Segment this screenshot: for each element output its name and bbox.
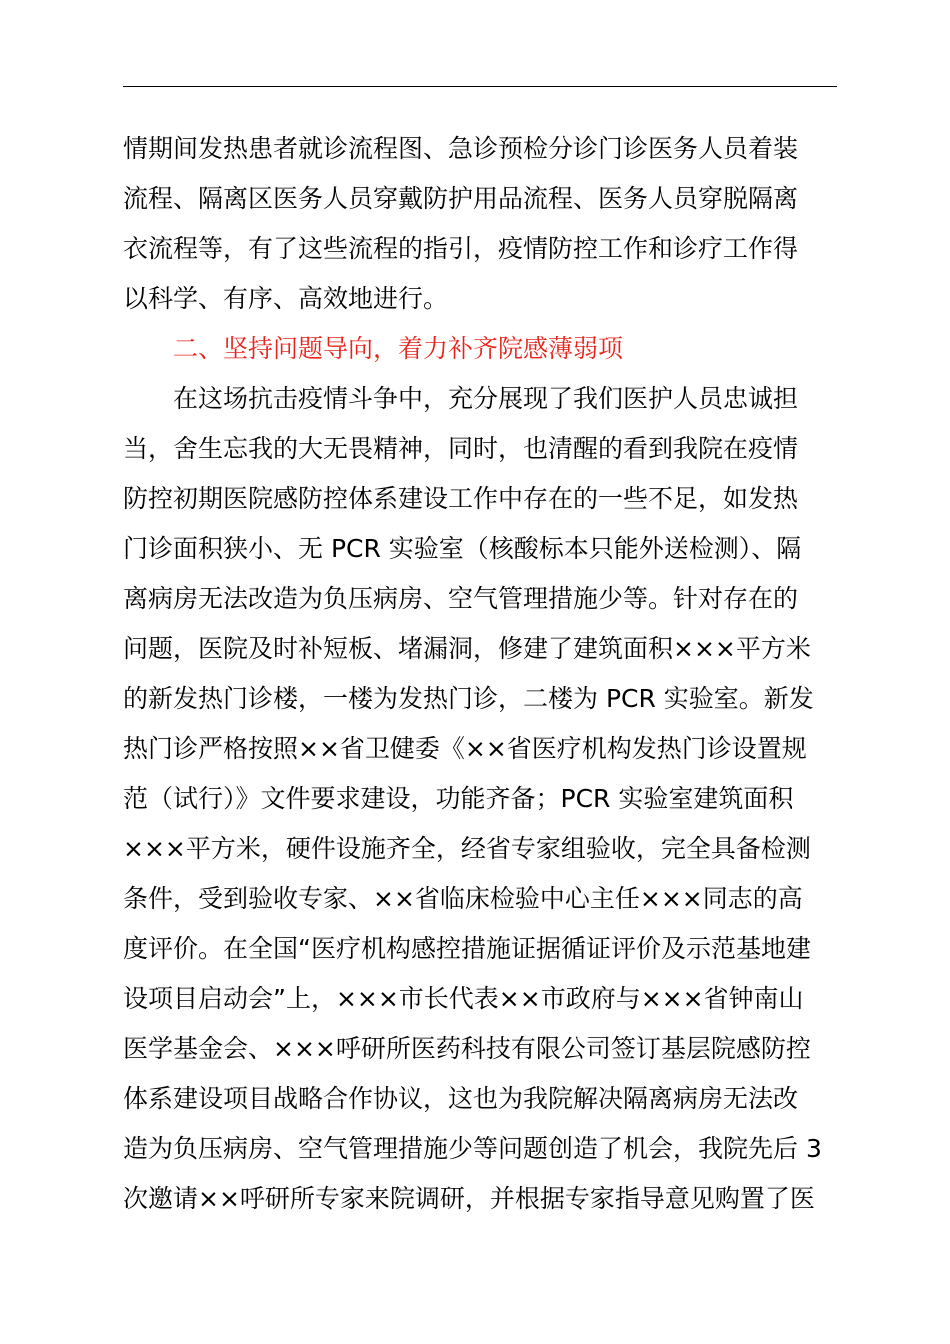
text-line: 在这场抗击疫情斗争中，充分展现了我们医护人员忠诚担 bbox=[173, 384, 799, 413]
text-line: 防控初期医院感防控体系建设工作中存在的一些不足，如发热 bbox=[123, 484, 799, 513]
document-body bbox=[123, 124, 843, 1224]
text-line: 以科学、有序、高效地进行。 bbox=[123, 284, 449, 313]
header-rule bbox=[123, 86, 837, 87]
text-line: 离病房无法改造为负压病房、空气管理措施少等。针对存在的 bbox=[123, 584, 799, 613]
text-line: ×××平方米，硬件设施齐全，经省专家组验收，完全具备检测 bbox=[123, 834, 811, 863]
text-line: 的新发热门诊楼，一楼为发热门诊，二楼为 PCR 实验室。新发 bbox=[123, 684, 814, 713]
text-line: 次邀请××呼研所专家来院调研，并根据专家指导意见购置了医 bbox=[123, 1184, 815, 1213]
text-line: 度评价。在全国“医疗机构感控措施证据循证评价及示范基地建 bbox=[123, 934, 811, 963]
text-line: 造为负压病房、空气管理措施少等问题创造了机会，我院先后 3 bbox=[123, 1134, 822, 1163]
text-line: 情期间发热患者就诊流程图、急诊预检分诊门诊医务人员着装 bbox=[123, 134, 799, 163]
text-line: 流程、隔离区医务人员穿戴防护用品流程、医务人员穿脱隔离 bbox=[123, 184, 799, 213]
section-heading: 二、坚持问题导向，着力补齐院感薄弱项 bbox=[173, 334, 624, 363]
text-line: 条件，受到验收专家、××省临床检验中心主任×××同志的高 bbox=[123, 884, 803, 913]
paragraph-continued bbox=[123, 124, 843, 324]
text-line: 设项目启动会”上，×××市长代表××市政府与×××省钟南山 bbox=[123, 984, 804, 1013]
text-line: 当，舍生忘我的大无畏精神，同时，也清醒的看到我院在疫情 bbox=[123, 434, 799, 463]
text-line: 衣流程等，有了这些流程的指引，疫情防控工作和诊疗工作得 bbox=[123, 234, 799, 263]
text-line: 热门诊严格按照××省卫健委《××省医疗机构发热门诊设置规 bbox=[123, 734, 807, 763]
text-line: 范（试行）》文件要求建设，功能齐备；PCR 实验室建筑面积 bbox=[123, 784, 794, 813]
text-line: 医学基金会、×××呼研所医药科技有限公司签订基层院感防控 bbox=[123, 1034, 811, 1063]
text-line: 门诊面积狭小、无 PCR 实验室（核酸标本只能外送检测）、隔 bbox=[123, 534, 802, 563]
paragraph-main bbox=[123, 374, 843, 1224]
text-line: 体系建设项目战略合作协议，这也为我院解决隔离病房无法改 bbox=[123, 1084, 799, 1113]
text-line: 问题，医院及时补短板、堵漏洞，修建了建筑面积×××平方米 bbox=[123, 634, 811, 663]
